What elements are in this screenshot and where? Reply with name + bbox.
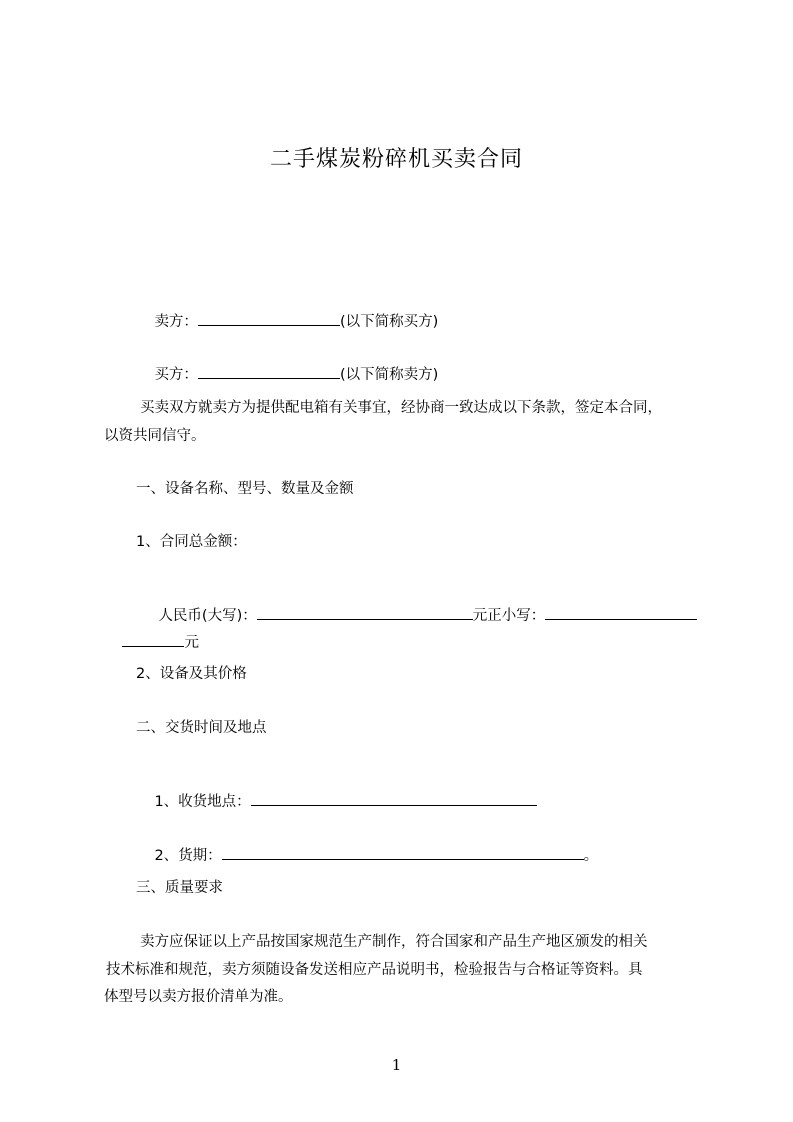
quality-line-2: 技术标准和规范，卖方须随设备发送相应产品说明书，检验报告与合格证等资料。具 [106, 962, 643, 978]
rmb-amount-line [140, 585, 697, 646]
delivery-date-blank [222, 845, 584, 860]
preamble-line-2: 以资共同信守。 [104, 428, 206, 444]
section-2-heading: 二、交货时间及地点 [136, 720, 267, 736]
delivery-place-blank [251, 791, 537, 806]
buyer-suffix: (以下简称卖方) [339, 367, 439, 383]
rmb-middle-label: 元正小写： [472, 608, 546, 624]
preamble-line-1: 买卖双方就卖方为提供配电箱有关事宜，经协商一致达成以下条款，签定本合同， [140, 400, 662, 416]
page-number: 1 [391, 1056, 402, 1074]
document-title: 二手煤炭粉碎机买卖合同 [269, 147, 523, 172]
delivery-place-label: 1、收货地点： [154, 794, 251, 810]
rmb-uppercase-blank [257, 605, 473, 620]
seller-suffix: (以下简称买方) [339, 314, 439, 330]
buyer-label: 买方： [154, 367, 198, 383]
delivery-date-end: 。 [583, 848, 599, 864]
delivery-place-line [136, 771, 537, 832]
quality-line-1: 卖方应保证以上产品按国家规范生产制作，符合国家和产品生产地区颁发的相关 [140, 934, 648, 950]
buyer-line [136, 344, 438, 405]
item-2-heading: 2、设备及其价格 [136, 666, 247, 682]
rmb-lowercase-blank [545, 605, 697, 620]
item-1-heading: 1、合同总金额： [136, 534, 247, 550]
delivery-date-line [136, 825, 598, 886]
rmb-lowercase-blank-continued [122, 632, 184, 647]
section-3-heading: 三、质量要求 [136, 880, 223, 896]
seller-line [136, 291, 438, 352]
section-1-heading: 一、设备名称、型号、数量及金额 [136, 481, 354, 497]
quality-line-3: 体型号以卖方报价清单为准。 [104, 989, 293, 1005]
delivery-date-label: 2、货期： [154, 848, 222, 864]
seller-label: 卖方： [154, 314, 198, 330]
rmb-end-label: 元 [184, 635, 199, 651]
rmb-label: 人民币(大写)： [158, 608, 257, 624]
buyer-name-blank [198, 364, 340, 379]
seller-name-blank [198, 311, 340, 326]
